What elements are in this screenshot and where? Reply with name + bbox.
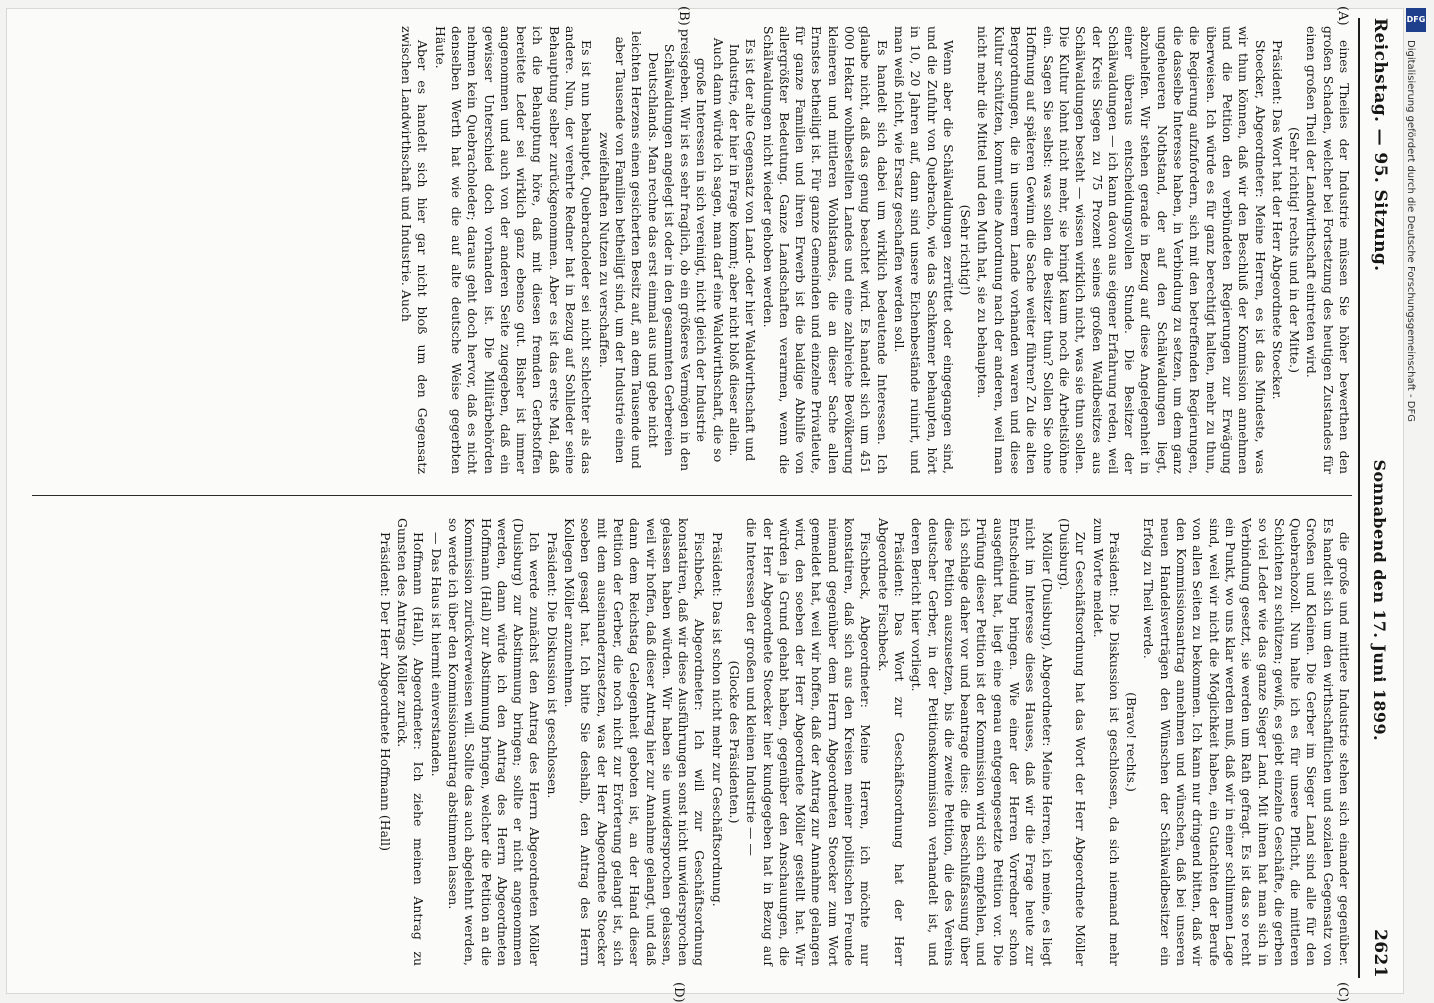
digitization-sidebar bbox=[1404, 0, 1432, 986]
right-paragraph: Präsident: Die Diskussion ist geschlossen. bbox=[544, 532, 560, 799]
right-column bbox=[32, 518, 1352, 966]
header-left: Reichstag. — 95. Sitzung. bbox=[1370, 18, 1390, 272]
right-paragraph: Präsident: Die Diskussion ist geschlossen, da sich niemand mehr zum Worte meldet. bbox=[1090, 518, 1122, 966]
right-paragraph: (Bravo! rechts.) bbox=[1124, 692, 1140, 792]
right-paragraph: — Das Haus ist hiermit einverstanden. bbox=[428, 532, 444, 777]
right-paragraph: Präsident: Das Wort zur Geschäftsordnung hat der Herr Abgeordnete Fischbeck. bbox=[875, 518, 907, 966]
right-paragraph: Zur Geschäftsordnung hat das Wort der Herr Abgeordnete Möller (Duisburg). bbox=[1056, 518, 1089, 966]
right-paragraph: Präsident: Der Herr Abgeordnete Hoffmann (Hall) bbox=[377, 532, 393, 851]
left-paragraph: Es ist nun behauptet, Quebracholeder sei nicht schlechter als das andere. Nun, der verehrte Redner hat in Bezug auf Sohlleder seine Behauptung selber zurückgenommen. Aber es ist das erste Mal, daß ich die Behauptung höre, daß mit diesen fremden Gerbstoffen bereitete Leder sei wirklich ganz ebenso gut. Bisher ist immer angenommen und auch von der anderen Seite zugegeben, daß ein gewisser Unterschied doch vorhanden ist. Die Militärbehörden nehmen kein Quebracholeder; daraus geht doch hervor, daß es nicht denselben Werth hat wie die auf alte deutsche Weise gegerbten Häute. bbox=[432, 26, 595, 474]
header-date: Sonnabend den 17. Juni 1899. bbox=[1370, 459, 1390, 741]
right-paragraph: Hoffmann (Hall), Abgeordneter: Ich ziehe meinen Antrag zu Gunsten des Antrags Möller zurück. bbox=[395, 518, 427, 966]
page-header bbox=[1358, 18, 1400, 978]
right-paragraph: Fischbeck, Abgeordneter: Ich will zur Geschäftsordnung konstatiren, daß wir diese Ausführungen sonst nicht unwidersprochen gelassen haben würden. Wir haben sie unwidersprochen gelassen, weil wir hoffen, daß dieser Antrag hier zur Annahme gelangt, und daß dann dem Reichstag Gelegenheit geboten ist, an der Hand dieser Petition der Gerber, die noch nicht zur Erörterung gelangt ist, sich mit dem auseinanderzusetzen, was der Herr Abgeordnete Stoecker soeben gesagt hat. Ich bitte Sie deshalb, den Antrag des Herrn Kollegen Möller anzunehmen. bbox=[562, 518, 708, 966]
margin-marker-a: (A) bbox=[1335, 6, 1350, 26]
right-paragraph: (Glocke des Präsidenten.) bbox=[727, 660, 743, 824]
right-paragraph: Fischbeck, Abgeordneter: Meine Herren, ich möchte nur konstatiren, daß sich aus den Kreisen meiner politischen Freunde niemand gegenüber dem Herrn Abgeordneten Stoecker zum Wort gemeldet hat, weil wir hoffen, daß der Antrag zur Annahme gelangen wird, den soeben der Herr Abgeordnete Möller gestellt hat. Wir würden ja Grund gehabt haben, gegenüber den Anschauungen, die der Herr Abgeordnete Stoecker hier kundgegeben hat in Bezug auf die Interessen der großen und kleinen Industrie — — bbox=[744, 518, 874, 966]
left-paragraph: Stoecker, Abgeordneter: Meine Herren, es ist das Mindeste, was wir thun können, daß wir den Beschluß der Kommission annehmen und die Petition den verbündeten Regierungen zur Erwägung überweisen. Ich würde es für ganz berechtigt halten, mehr zu thun, die Regierung aufzufordern, sich mit den betreffenden Regierungen, die dasselbe Interesse haben, in Verbindung zu setzen, um dem ganz ungeheueren Nothstand, der auf den Schälwaldungen liegt, abzuhelfen. Wir stehen gerade in Bezug auf diese Angelegenheit in einer überaus entscheidungsvollen Stunde. Die Besitzer der Schälwaldungen — ich kann davon aus eigener Erfahrung reden, weil der Kreis Siegen zu 75 Prozent seines großen Waldbesitzes aus Schälwaldungen besteht — wissen wirklich nicht, was sie thun sollen. Die Kultur lohnt nicht mehr, sie bringt kaum noch die Arbeitslöhne ein. Sagen Sie selbst: was sollen die Besitzer thun? Sollen Sie ohne Hoffnung auf späteren Gewinn die Sache weiter führen? Zu die alten Bergordnungen, die in unserem Lande vorhanden waren und diese Kultur schützten, kommt eine Anordnung nach der anderen, weil man nicht mehr die Mittel und den Muth hat, sie zu behaupten. bbox=[975, 26, 1268, 474]
margin-marker-c: (C) bbox=[1335, 982, 1350, 1003]
margin-marker-d: (D) bbox=[671, 982, 686, 1003]
right-paragraph: die große und mittlere Industrie stehen sich einander gegenüber. Es handelt sich um den wirthschaftlichen und sozialen Gegensatz von Großen und Kleinen. Die Gerber im Sieger Land sind alle für den Quebrachozoll. Nun halte ich es für unsere Pflicht, die mittleren Schichten zu schützen; gewiß, es giebt einzelne Geschäfte, die gerben so viel Leder wie das ganze Sieger Land. Mit ihnen hat man sich in Verbindung gesetzt, sie werden um Rath gefragt. Es ist das so recht ein Punkt, wo uns klar werden muß, daß wir in einer schlimmen Lage sind, weil wir nicht die Möglichkeit haben, ein Gutachten der Berufe von allen Seiten zu bekommen. Ich kann nur dringend bitten, daß wir den Kommissionsantrag annehmen und wünschen, daß bei unseren neuen Handelsverträgen den Wünschen der Schälwaldbesitzer ein Erfolg zu Theil werde. bbox=[1141, 518, 1352, 966]
left-paragraph: Wenn aber die Schälwaldungen zerrüttet oder eingegangen sind, und die Zufuhr von Quebracho, wie das Sachkenner behaupten, hört in 10, 20 Jahren auf, dann sind unsere Eichenbestände ruinirt, und man weiß nicht, wie Ersatz geschaffen werden soll. bbox=[891, 26, 956, 474]
left-paragraph: Es ist der alte Gegensatz von Land- oder hier Waldwirthschaft und Industrie, der hier in Frage kommt; aber nicht bloß dieser allein. Auch dann würde ich sagen, man darf eine Waldwirthschaft, die so große Interessen in sich vereinigt, nicht gleich der Industrie preisgeben. Wir ist es sehr fraglich, ob ein größeres Vermögen in den Schälwaldungen angelegt ist oder in den gesammten Gerbereien Deutschlands. Man rechne das erst einmal aus und gebe nicht leichten Herzens einen gesicherten Besitz auf, an dem Tausende und aber Tausende von Familien betheiligt sind, um der Industrie einen zweifelhaften Nutzen zu verschaffen. bbox=[596, 28, 759, 472]
dfg-logo: DFG bbox=[1406, 8, 1426, 32]
left-paragraph: (Sehr richtig! rechts und in der Mitte.) bbox=[1287, 126, 1303, 374]
left-paragraph: Präsident: Das Wort hat der Herr Abgeordnete Stoecker. bbox=[1269, 40, 1285, 400]
margin-marker-b: (B) bbox=[676, 6, 691, 26]
column-divider bbox=[32, 495, 1352, 496]
right-paragraph: Präsident: Das ist schon nicht mehr zur Geschäftsordnung. bbox=[709, 532, 725, 907]
rotated-page-content bbox=[16, 6, 1406, 1003]
digitization-credit: Digitalisierung gefördert durch die Deutsche Forschungsgemeinschaft - DFG bbox=[1405, 40, 1416, 423]
right-paragraph: Möller (Duisburg), Abgeordneter: Meine Herren, ich meine, es liegt nicht im Interesse dieses Hauses, daß wir die Frage heute zur Entscheidung bringen. Wie einer der Herren Vorredner schon ausgeführt hat, liegt eine genau entgegengesetzte Petition vor. Die Prüfung dieser Petition ist der Kommission wird sich empfehlen, und ich schlage daher vor und beantrage dies: die Beschlußfassung über diese Petition auszusetzen, bis die zweite Petition, die des Vereins deutscher Gerber, in der Petitionskommission verhandelt ist, und deren Bericht hier vorliegt. bbox=[909, 518, 1055, 966]
left-column bbox=[32, 26, 1352, 474]
left-paragraph: (Sehr richtig!) bbox=[958, 204, 974, 296]
left-paragraph: eines Theiles der Industrie müssen Sie höher bewerthen den großen Schaden, welcher bei Fortsetzung des heutigen Zustandes für einen großen Theil der Landwirthschaft eintreten wird. bbox=[1304, 26, 1352, 474]
scanned-page bbox=[6, 6, 1404, 1003]
right-paragraph: Ich werde zunächst den Antrag des Herrn Abgeordneten Möller (Duisburg) zur Abstimmung bringen; sollte er nicht angenommen werden, dann würde ich den Antrag des Herrn Abgeordneten Hoffmann (Hall) zur Abstimmung bringen, welcher die Petition an die Kommission zurückverweisen will. Sollte das auch abgelehnt werden, so werde ich über den Kommissionsantrag abstimmen lassen. bbox=[445, 518, 543, 966]
left-paragraph: Aber es handelt sich hier gar nicht bloß um den Gegensatz zwischen Landwirthschaft und Industrie. Auch bbox=[399, 26, 431, 474]
page-number: 2621 bbox=[1370, 929, 1390, 978]
left-paragraph: Es handelt sich dabei um wirklich bedeutende Interessen. Ich glaube nicht, daß das genug beachtet wird. Es handelt sich um 451 000 Hektar wohlbestellten Landes und eine zahlreiche Bevölkerung kleineren und mittleren Wohlstandes, die an dieser Sache allen Ernstes betheiligt ist. Für ganze Gemeinden und einzelne Privatleute, für ganze Familien und ihren Erwerb ist die baldige Abhilfe von allergrößter Bedeutung. Ganze Landschaften verarmen, wenn die Schälwaldungen nicht wieder gehoben werden. bbox=[760, 26, 890, 474]
